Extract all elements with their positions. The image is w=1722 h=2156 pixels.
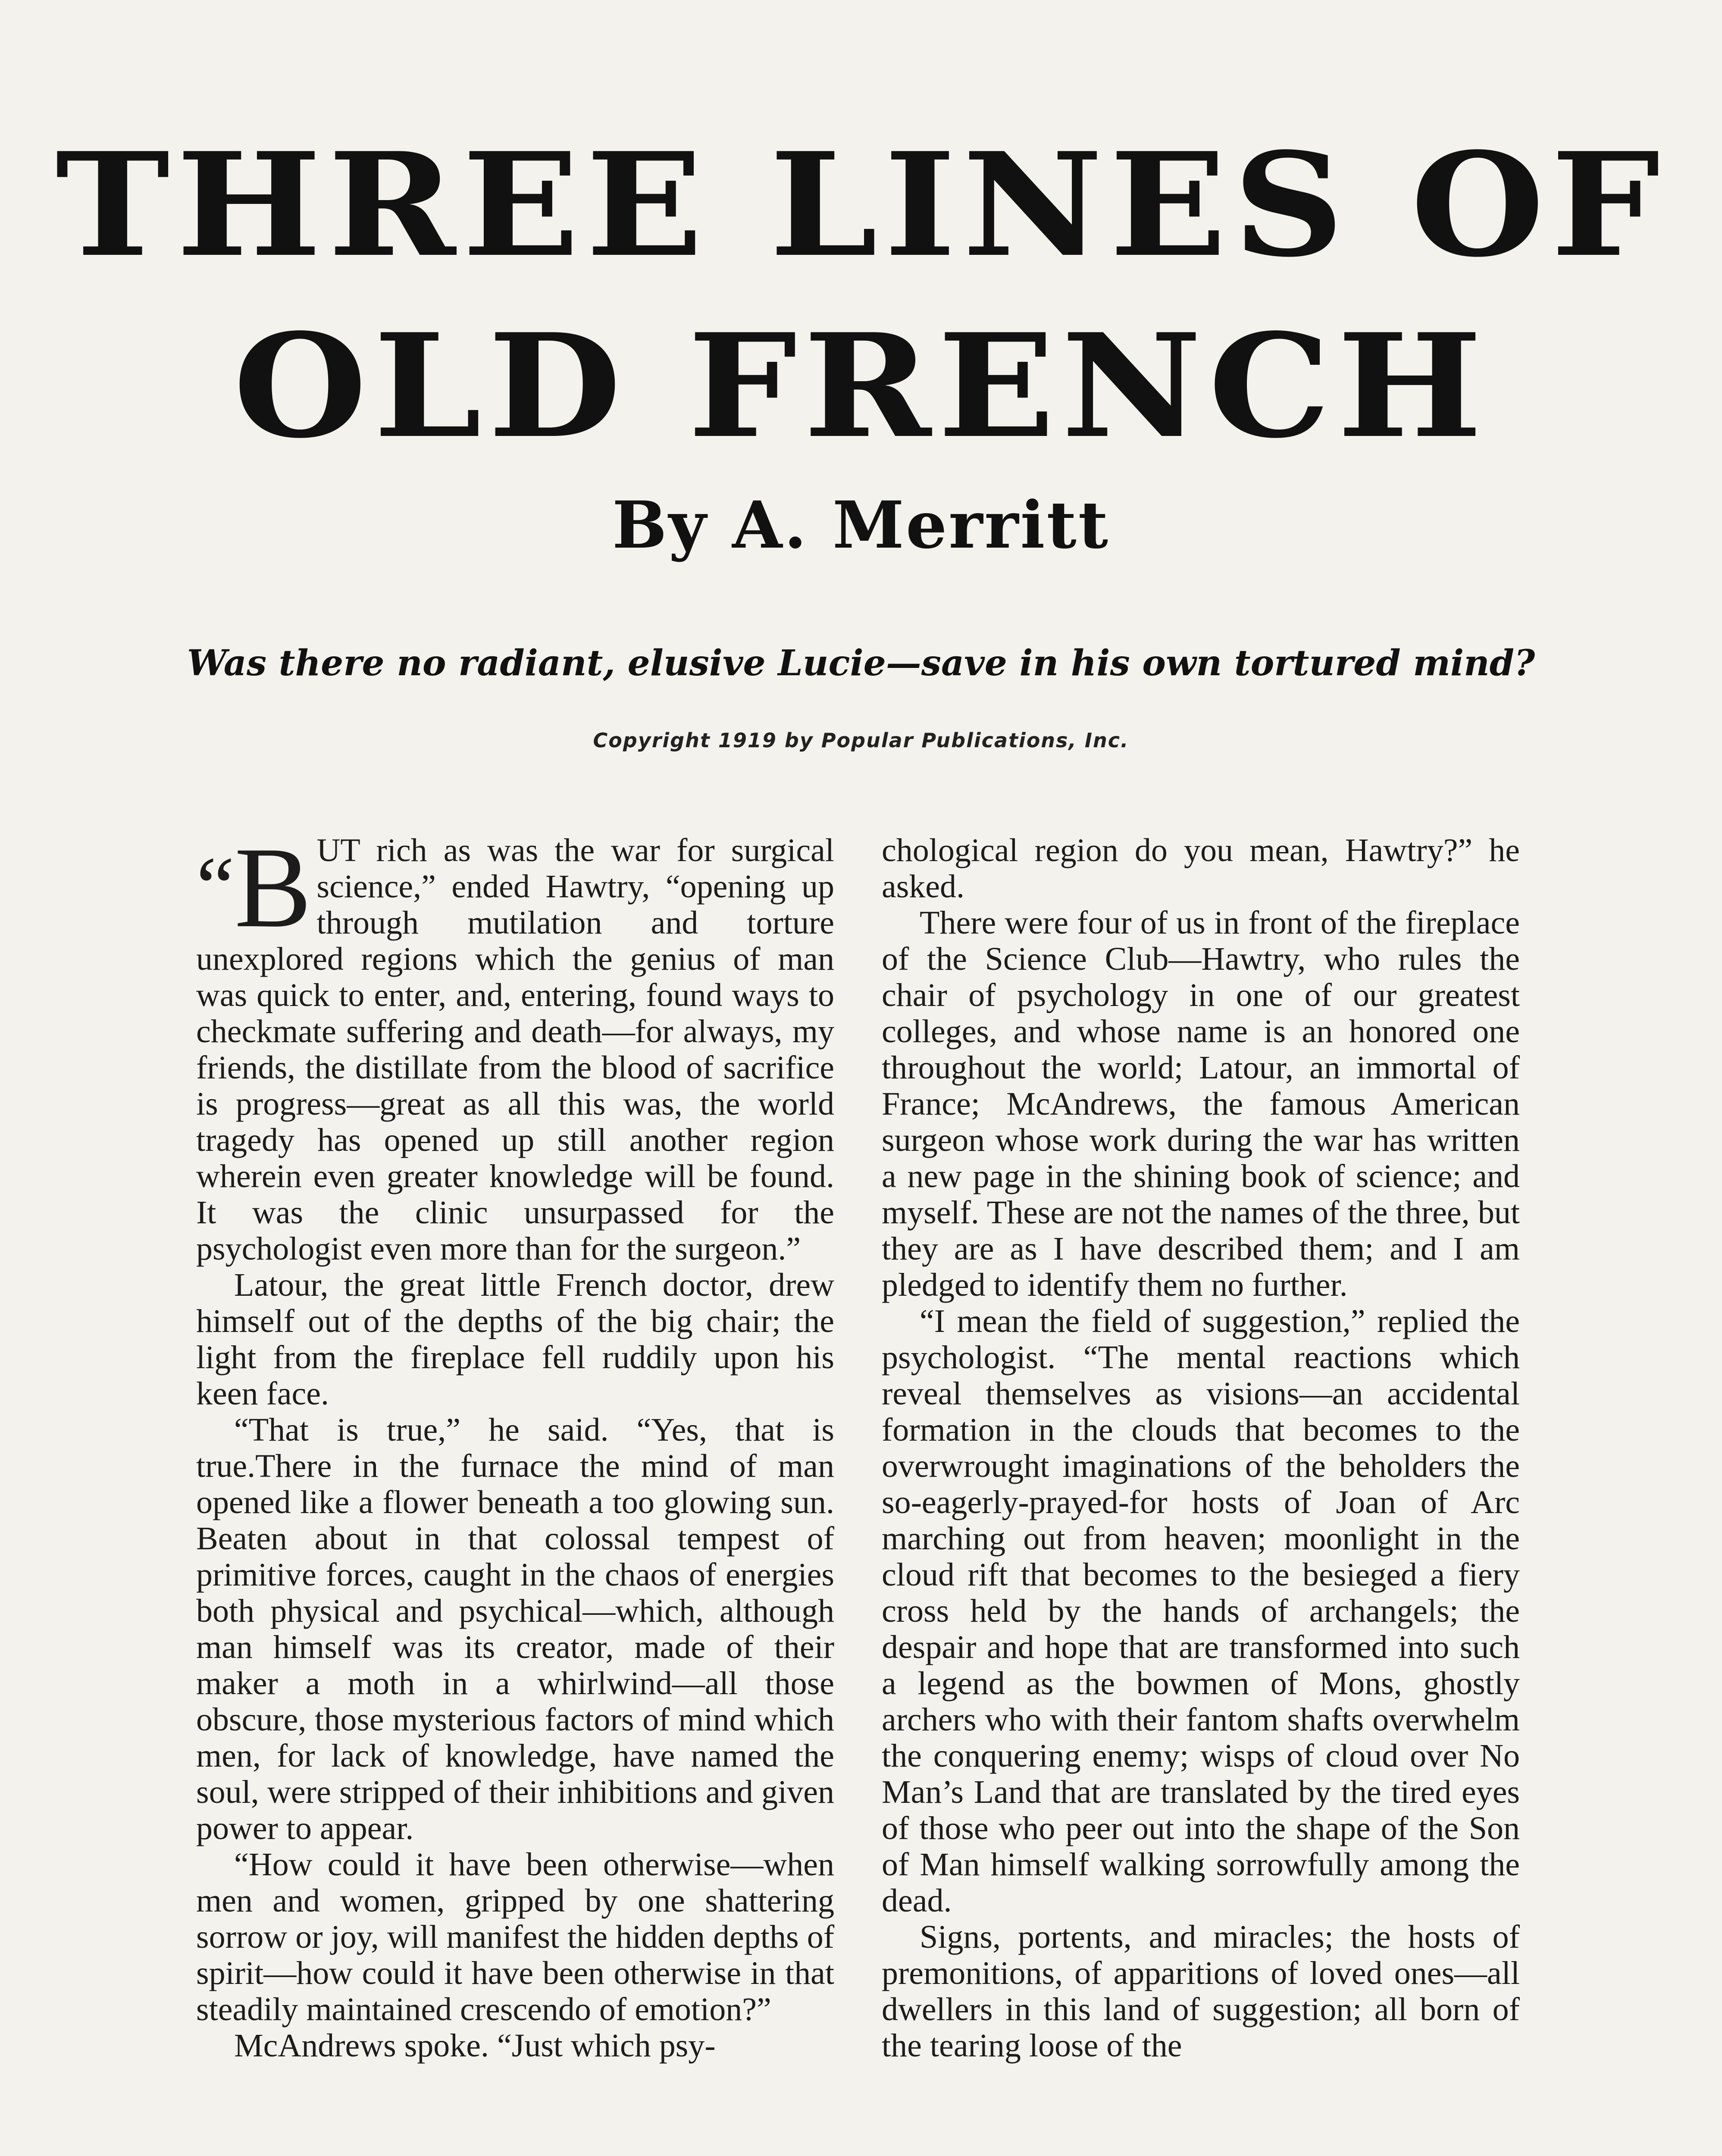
left-column bbox=[196, 823, 834, 2064]
story-title-line-1: THREE LINES OF bbox=[55, 121, 1667, 288]
paragraph: McAndrews spoke. “Just which psy- bbox=[234, 2028, 716, 2064]
paragraph: Signs, portents, and miracles; the hosts of premonitions, of apparitions of loved ones—all dwellers in this land of suggestion; all born of the tearing loose of the bbox=[882, 1919, 1520, 2064]
story-teaser: Was there no radiant, elusive Lucie—save in his own tortured mind? bbox=[187, 642, 1535, 684]
author-byline: By A. Merritt bbox=[612, 487, 1110, 563]
drop-quote-mark: “ bbox=[196, 840, 235, 935]
drop-cap bbox=[196, 823, 312, 951]
paragraph: “How could it have been otherwise—when men and women, gripped by one shattering sorrow or joy, will manifest the hidden depths of spirit—how could it have been otherwise in that steadily maintained crescendo of emotion?” bbox=[196, 1846, 834, 2028]
paragraph: Latour, the great little French doctor, drew himself out of the depths of the big chair; the light from the fireplace fell ruddily upon his keen face. bbox=[196, 1267, 834, 1412]
copyright-notice: Copyright 1919 by Popular Publications, Inc. bbox=[593, 729, 1129, 752]
paragraph: “That is true,” he said. “Yes, that is true.There in the furnace the mind of man opened like a flower beneath a too glowing sun. Beaten about in that colossal tempest of primitive forces, caught in the chaos of energies both physical and psychical—which, although man himself was its creator, made of their maker a moth in a whirlwind—all those obscure, those mysterious factors of mind which men, for lack of knowledge, have named the soul, were stripped of their inhibitions and given power to appear. bbox=[196, 1412, 834, 1846]
right-column bbox=[882, 832, 1520, 2064]
paragraph: There were four of us in front of the fireplace of the Science Club—Hawtry, who rules the chair of psychology in one of our greatest colleges, and whose name is an honored one throughout the world; Latour, an immortal of France; McAndrews, the famous American surgeon whose work during the war has written a new page in the shining book of science; and myself. These are not the names of the three, but they are as I have described them; and I am pledged to identify them no further. bbox=[882, 905, 1520, 1303]
paragraph: chological region do you mean, Hawtry?” he asked. bbox=[882, 832, 1520, 905]
story-title-line-2: OLD FRENCH bbox=[233, 302, 1489, 470]
paragraph: “I mean the field of suggestion,” replied the psychologist. “The mental reactions which reveal themselves as visions—an accidental formation in the clouds that becomes to the overwrought imaginations of the beholders the so-eagerly-prayed-for hosts of Joan of Arc marching out from heaven; moonlight in the cloud rift that becomes to the besieged a fiery cross held by the hands of archangels; the despair and hope that are transformed into such a legend as the bowmen of Mons, ghostly archers who with their fantom shafts overwhelm the conquering enemy; wisps of cloud over No Man’s Land that are translated by the tired eyes of those who peer out into the shape of the Son of Man himself walking sorrowfully among the dead. bbox=[882, 1303, 1520, 1919]
drop-cap-letter: B bbox=[234, 823, 312, 951]
paragraph bbox=[196, 823, 834, 1267]
paragraph-text: UT rich as was the war for surgical science,” ended Hawtry, “opening up through mutilation and torture unexplored regions which the genius of man was quick to enter, and, entering, found ways to checkmate suffering and death—for always, my friends, the distillate from the blood of sacrifice is progress—great as all this was, the world tragedy has opened up still another region wherein even greater knowledge will be found. It was the clinic unsurpassed for the psychologist even more than for the surgeon.” bbox=[196, 832, 834, 1267]
